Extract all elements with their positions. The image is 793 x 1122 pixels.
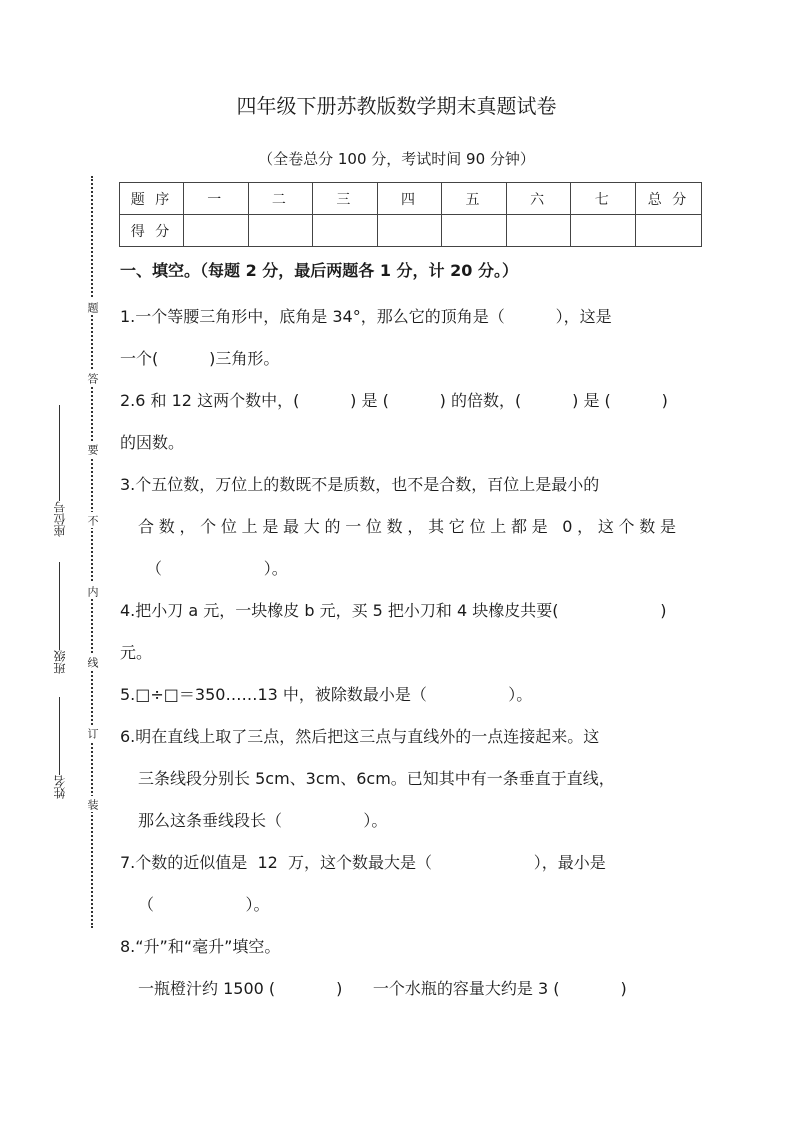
question-line: 8.“升”和“毫升”填空。 (120, 937, 281, 956)
class-field[interactable] (53, 562, 67, 674)
binding-dotted-line (91, 176, 93, 928)
score-row-label: 得 分 (120, 215, 184, 247)
question-line: 7.个数的近似值是 12 万，这个数最大是（ ），最小是 (120, 853, 606, 872)
binding-word: 订 (84, 725, 100, 741)
score-table-header-cell: 题 序 (120, 183, 184, 215)
binding-word: 要 (84, 441, 100, 457)
score-table-header-cell: 总 分 (636, 183, 702, 215)
question-line: 3.个五位数，万位上的数既不是质数，也不是合数，百位上是最小的 (120, 475, 600, 494)
seat-number-blank[interactable] (60, 405, 61, 501)
question-line: 的因数。 (120, 433, 185, 452)
name-blank[interactable] (60, 697, 61, 775)
binding-word: 装 (84, 796, 100, 812)
seat-number-field[interactable] (53, 405, 67, 537)
score-table-header-row (120, 183, 702, 215)
question-line: 那么这条垂线段长（ ）。 (138, 811, 388, 830)
name-field[interactable] (53, 697, 67, 799)
score-input-cell[interactable] (506, 215, 571, 247)
class-label: 班级 (53, 650, 67, 674)
exam-subtitle: （全卷总分 100 分，考试时间 90 分钟） (258, 150, 535, 168)
question-line: 1.一个等腰三角形中，底角是 34°，那么它的顶角是（ ），这是 (120, 307, 612, 326)
score-input-cell[interactable] (248, 215, 313, 247)
binding-word: 不 (84, 512, 100, 528)
exam-title: 四年级下册苏教版数学期末真题试卷 (236, 94, 557, 118)
binding-word: 线 (84, 654, 100, 670)
question-line: （ ）。 (146, 559, 288, 578)
question-line: 合数，个位上是最大的一位数，其它位上都是 0，这个数是 (138, 517, 676, 536)
question-line: 5.□÷□＝350……13 中，被除数最小是（ ）。 (120, 685, 533, 704)
score-input-cell[interactable] (571, 215, 636, 247)
name-label: 姓名 (53, 775, 67, 799)
score-table-header-cell: 一 (184, 183, 249, 215)
score-input-cell[interactable] (377, 215, 442, 247)
score-input-cell[interactable] (442, 215, 507, 247)
score-table-header-cell: 五 (442, 183, 507, 215)
question-line: （ ）。 (138, 895, 270, 914)
question-line: 一瓶橙汁约 1500 ( ) 一个水瓶的容量大约是 3 ( ) (138, 979, 627, 998)
class-blank[interactable] (60, 562, 61, 650)
score-table-header-cell: 六 (506, 183, 571, 215)
score-input-cell[interactable] (184, 215, 249, 247)
question-line: 三条线段分别长 5cm、3cm、6cm。已知其中有一条垂直于直线， (138, 769, 615, 788)
score-table-score-row (120, 215, 702, 247)
binding-word: 答 (84, 370, 100, 386)
score-input-cell[interactable] (313, 215, 378, 247)
question-line: 一个( )三角形。 (120, 349, 280, 368)
question-line: 4.把小刀 a 元，一块橡皮 b 元，买 5 把小刀和 4 块橡皮共要( ) (120, 601, 667, 620)
section-heading: 一、填空。（每题 2 分，最后两题各 1 分，计 20 分。） (120, 261, 518, 280)
score-table-header-cell: 七 (571, 183, 636, 215)
question-line: 元。 (120, 643, 153, 662)
question-line: 2.6 和 12 这两个数中，( ) 是 ( ) 的倍数，( ) 是 ( ) (120, 391, 668, 410)
score-table-header-cell: 二 (248, 183, 313, 215)
score-table-header-cell: 三 (313, 183, 378, 215)
binding-word: 内 (84, 583, 100, 599)
score-table (119, 182, 702, 247)
question-line: 6.明在直线上取了三点，然后把这三点与直线外的一点连接起来。这 (120, 727, 600, 746)
binding-word: 题 (84, 299, 100, 315)
seat-number-label: 座位号 (53, 501, 67, 537)
section-1-fill-in (120, 256, 676, 1010)
score-input-cell[interactable] (636, 215, 702, 247)
score-table-header-cell: 四 (377, 183, 442, 215)
